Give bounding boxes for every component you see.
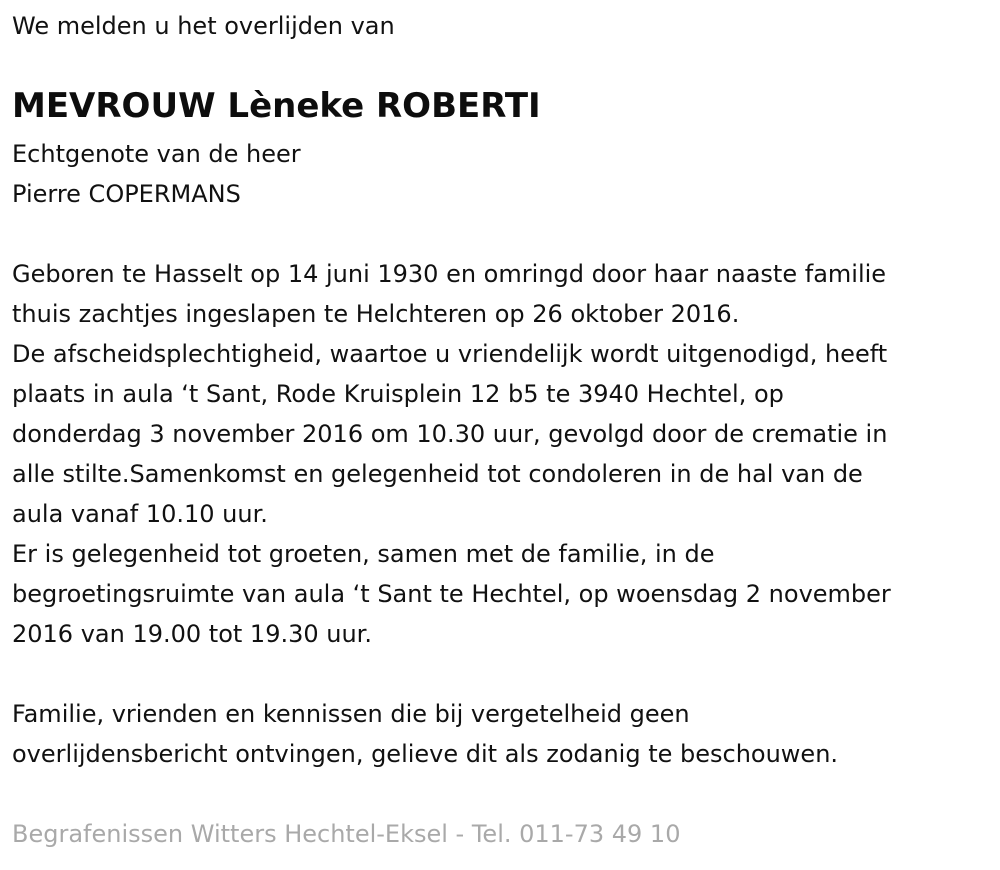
body-line: De afscheidsplechtigheid, waartoe u vriendelijk wordt uitgenodigd, heeft — [12, 340, 888, 368]
spouse-line: Pierre COPERMANS — [12, 180, 241, 208]
body-line: 2016 van 19.00 tot 19.30 uur. — [12, 620, 372, 648]
notice-block — [12, 694, 838, 774]
body-line: thuis zachtjes ingeslapen te Helchteren op 26 oktober 2016. — [12, 300, 740, 328]
ceremony-details — [12, 254, 891, 654]
notice-line: Familie, vrienden en kennissen die bij vergetelheid geen — [12, 700, 690, 728]
funeral-home-footer: Begrafenissen Witters Hechtel-Eksel - Tel. 011-73 49 10 — [12, 820, 681, 848]
body-line: alle stilte.Samenkomst en gelegenheid tot condoleren in de hal van de — [12, 460, 863, 488]
body-line: Geboren te Hasselt op 14 juni 1930 en omringd door haar naaste familie — [12, 260, 887, 288]
spouse-block — [12, 134, 301, 214]
body-line: plaats in aula ‘t Sant, Rode Kruisplein 12 b5 te 3940 Hechtel, op — [12, 380, 784, 408]
notice-line: overlijdensbericht ontvingen, gelieve dit als zodanig te beschouwen. — [12, 740, 839, 768]
deceased-name: MEVROUW Lèneke ROBERTI — [12, 86, 541, 126]
body-line: aula vanaf 10.10 uur. — [12, 500, 268, 528]
body-line: begroetingsruimte van aula ‘t Sant te Hechtel, op woensdag 2 november — [12, 580, 891, 608]
body-line: Er is gelegenheid tot groeten, samen met de familie, in de — [12, 540, 715, 568]
body-line: donderdag 3 november 2016 om 10.30 uur, gevolgd door de crematie in — [12, 420, 888, 448]
spouse-line: Echtgenote van de heer — [12, 140, 301, 168]
intro-text: We melden u het overlijden van — [12, 12, 395, 40]
